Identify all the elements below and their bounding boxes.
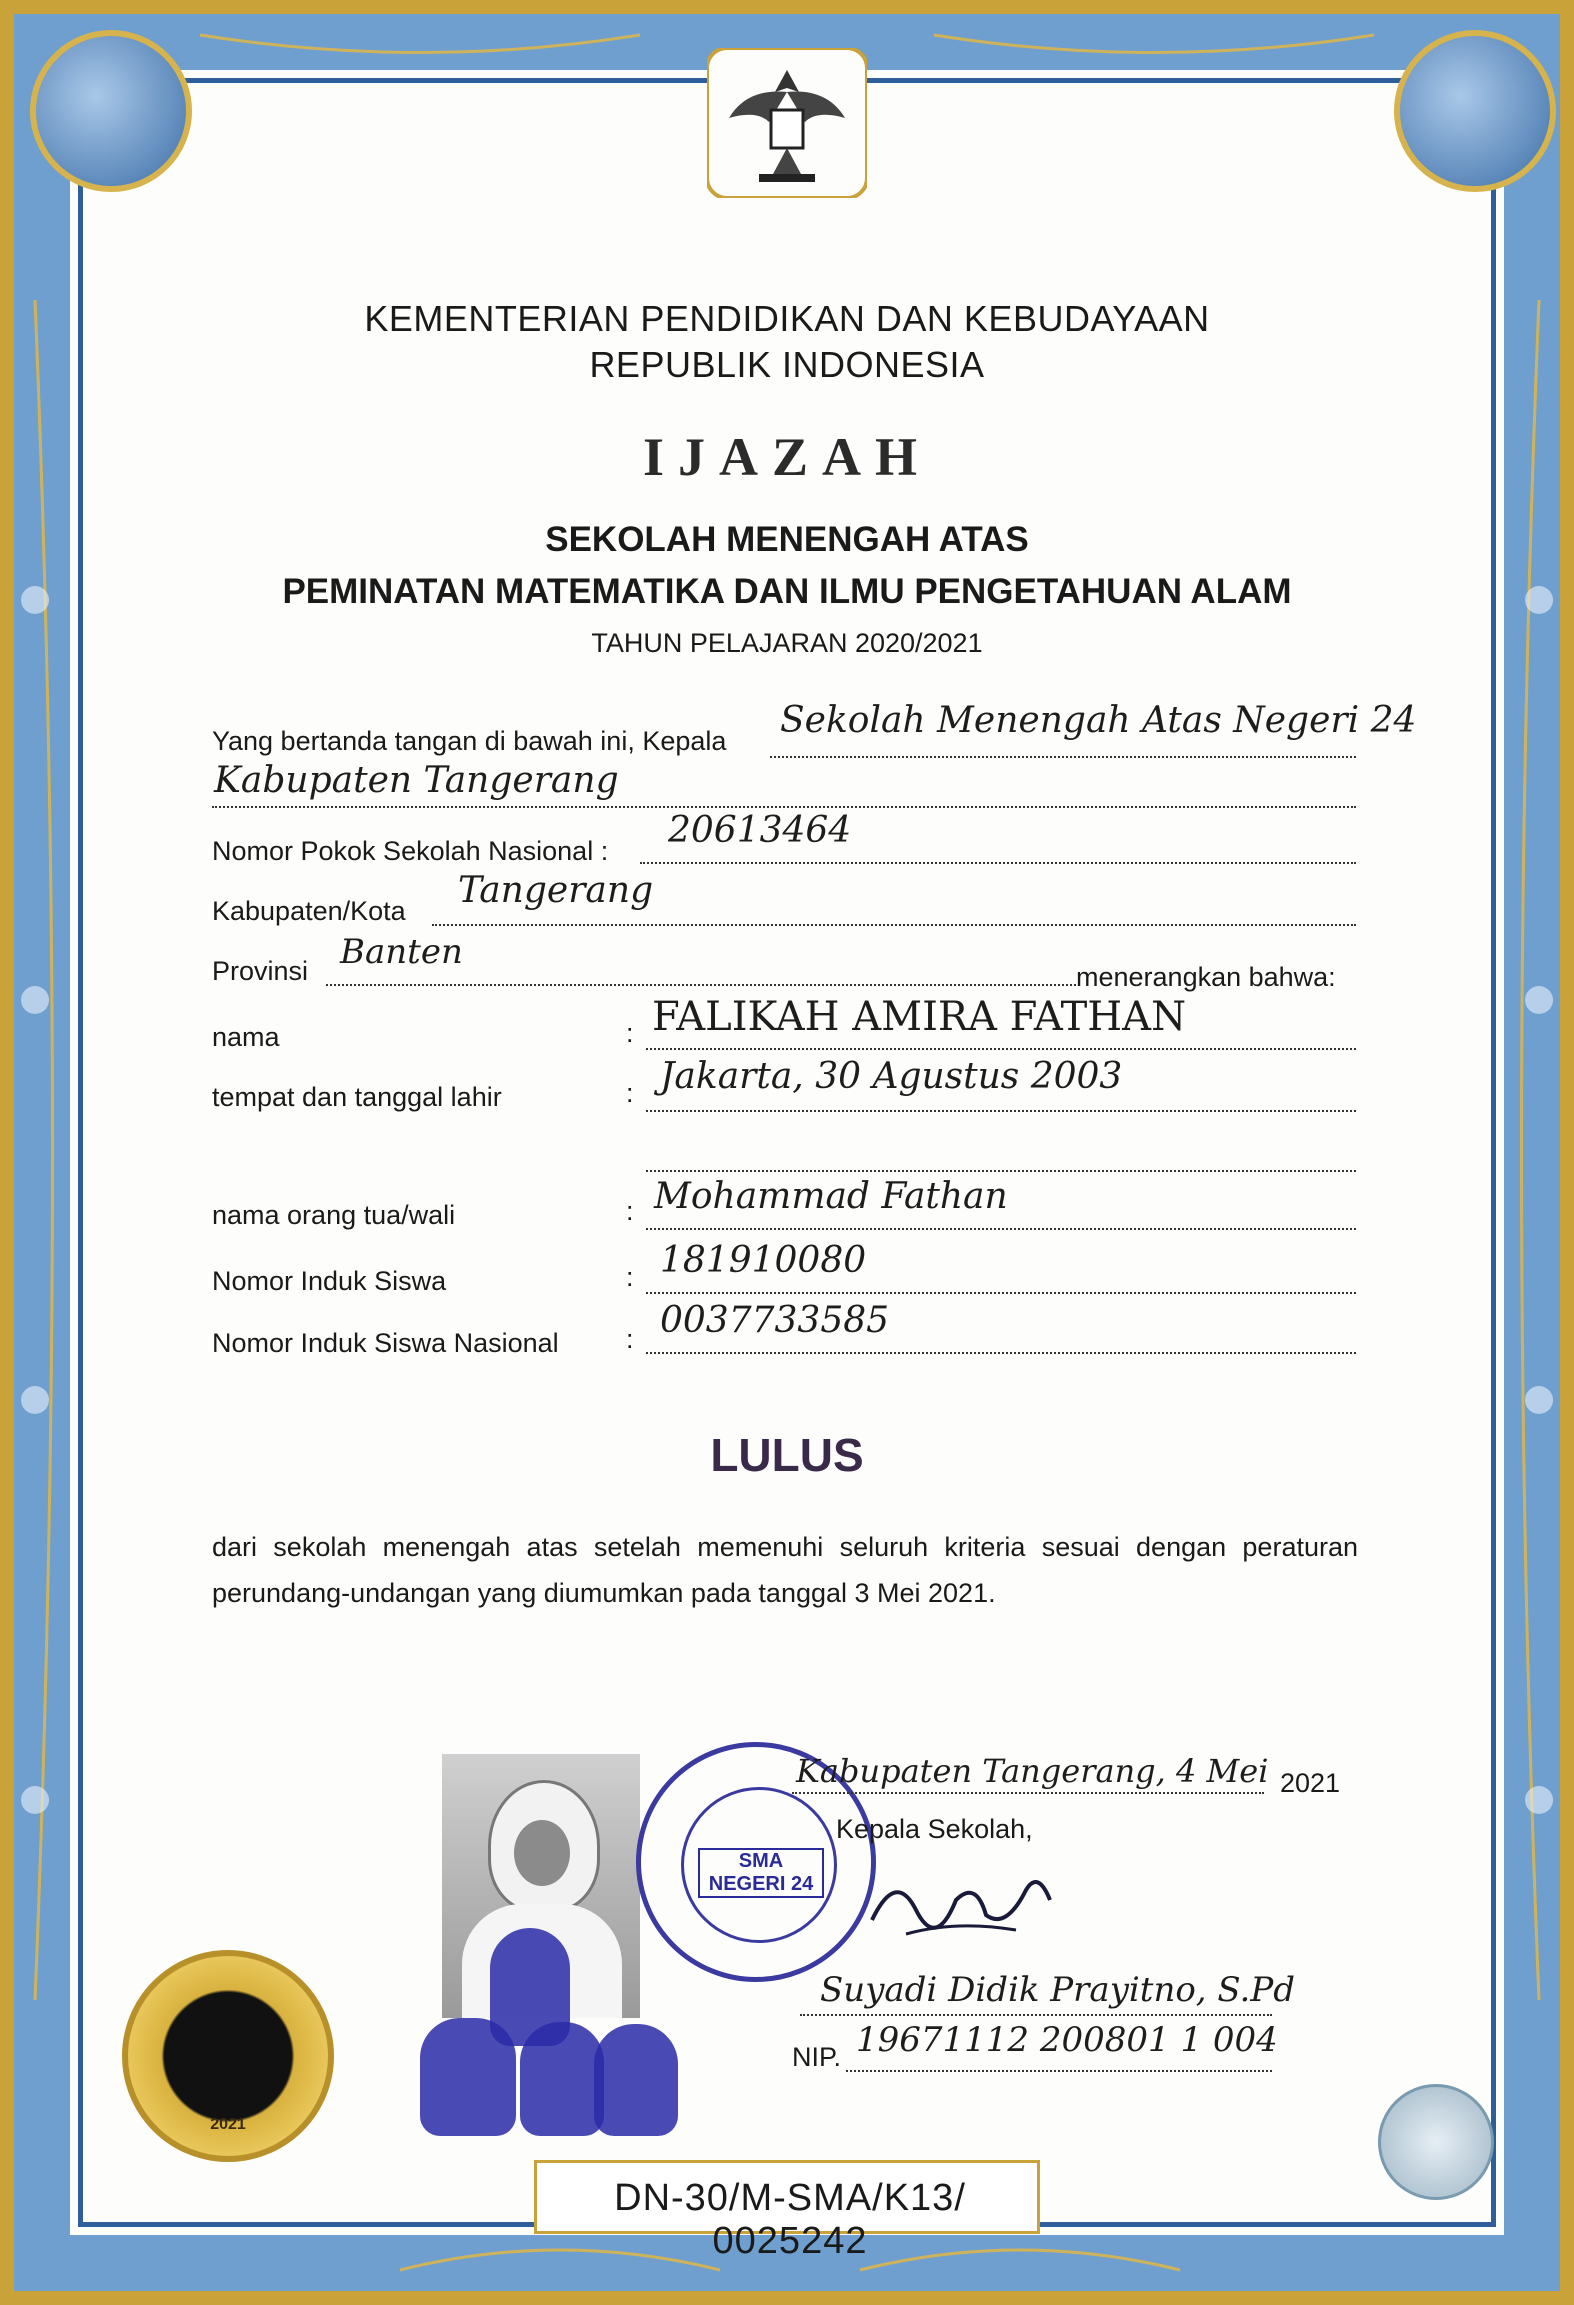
dotted-line (646, 1110, 1356, 1112)
school-type: SEKOLAH MENENGAH ATAS (545, 520, 1029, 559)
dotted-line (432, 924, 1356, 926)
corner-medallion-top-left (30, 30, 192, 192)
principal-name: Suyadi Didik Prayitno, S.Pd (820, 1970, 1295, 2010)
hologram-sticker (1378, 2084, 1494, 2200)
nip-label: NIP. (792, 2042, 842, 2072)
dotted-line (770, 756, 1356, 758)
dotted-line (646, 1048, 1356, 1050)
photo-face (514, 1820, 570, 1886)
document-title: IJAZAH (642, 427, 932, 487)
colon: : (626, 1324, 634, 1354)
colon: : (626, 1196, 634, 1226)
dotted-line (640, 862, 1356, 864)
major-title: PEMINATAN MATEMATIKA DAN ILMU PENGETAHUAN ALAM (282, 572, 1292, 611)
thumbprint (520, 2022, 604, 2136)
province-label: Provinsi (212, 956, 309, 986)
thumbprint (594, 2024, 678, 2136)
principal-signature (866, 1860, 1056, 1956)
nis-label: Nomor Induk Siswa (212, 1266, 447, 1296)
dotted-line (846, 2070, 1272, 2072)
dotted-line (646, 1170, 1356, 1172)
ministry-gold-seal (122, 1950, 334, 2162)
nip-handwritten: 19671112 200801 1 004 (856, 2020, 1278, 2060)
corner-medallion-top-right (1394, 30, 1556, 192)
city-handwritten: Tangerang (458, 870, 654, 911)
dotted-line (212, 806, 1356, 808)
stamp-inner-ring (681, 1787, 837, 1943)
dotted-line (646, 1352, 1356, 1354)
school-name-handwritten: Sekolah Menengah Atas Negeri 24 (780, 700, 1417, 741)
serial-number: DN-30/M-SMA/K13/ 0025242 (614, 2177, 966, 2262)
sign-place-date: Kabupaten Tangerang, 4 Mei (796, 1752, 1269, 1790)
ministry-heading (0, 296, 1574, 388)
parent-handwritten: Mohammad Fathan (654, 1176, 1008, 1217)
nisn-handwritten: 0037733585 (660, 1300, 890, 1341)
province-handwritten: Banten (340, 932, 463, 972)
dotted-line (326, 984, 1076, 986)
stamp-school-name: SMA NEGERI 24 (698, 1848, 824, 1898)
nis-handwritten: 181910080 (660, 1240, 867, 1281)
result-heading: LULUS (710, 1429, 864, 1481)
nisn-label: Nomor Induk Siswa Nasional (212, 1328, 559, 1358)
city-label: Kabupaten/Kota (212, 896, 406, 926)
academic-year: TAHUN PELAJARAN 2020/2021 (591, 628, 983, 658)
colon: : (626, 1078, 634, 1108)
colon: : (626, 1018, 634, 1048)
declares-text: menerangkan bahwa: (1076, 962, 1336, 992)
serial-number-box (534, 2160, 1040, 2262)
birth-handwritten: Jakarta, 30 Agustus 2003 (660, 1056, 1123, 1097)
dotted-line (646, 1292, 1356, 1294)
dotted-line (792, 1792, 1264, 1794)
student-name-handwritten: FALIKAH AMIRA FATHAN (652, 994, 1187, 1040)
sign-year: 2021 (1280, 1768, 1341, 1798)
parent-label: nama orang tua/wali (212, 1200, 456, 1230)
ministry-line-2: REPUBLIK INDONESIA (589, 344, 985, 385)
ministry-line-1: KEMENTERIAN PENDIDIKAN DAN KEBUDAYAAN (364, 298, 1210, 339)
name-label: nama (212, 1022, 280, 1052)
sign-title: Kepala Sekolah, (836, 1814, 1033, 1844)
garuda-emblem-icon (707, 48, 867, 198)
npsn-label: Nomor Pokok Sekolah Nasional : (212, 836, 609, 866)
school-region-handwritten: Kabupaten Tangerang (214, 760, 619, 801)
dotted-line (800, 2014, 1272, 2016)
seal-year: 2021 (210, 2116, 246, 2133)
result-paragraph: dari sekolah menengah atas setelah memenuhi seluruh kriteria sesuai dengan peraturan perundang-undangan yang diumumkan pada tanggal 3 Mei 2021. (212, 1532, 1358, 1608)
signer-label: Yang bertanda tangan di bawah ini, Kepala (212, 726, 727, 756)
colon: : (626, 1262, 634, 1292)
dotted-line (646, 1228, 1356, 1230)
npsn-handwritten: 20613464 (668, 810, 852, 851)
birth-label: tempat dan tanggal lahir (212, 1082, 502, 1112)
thumbprint (420, 2018, 516, 2136)
